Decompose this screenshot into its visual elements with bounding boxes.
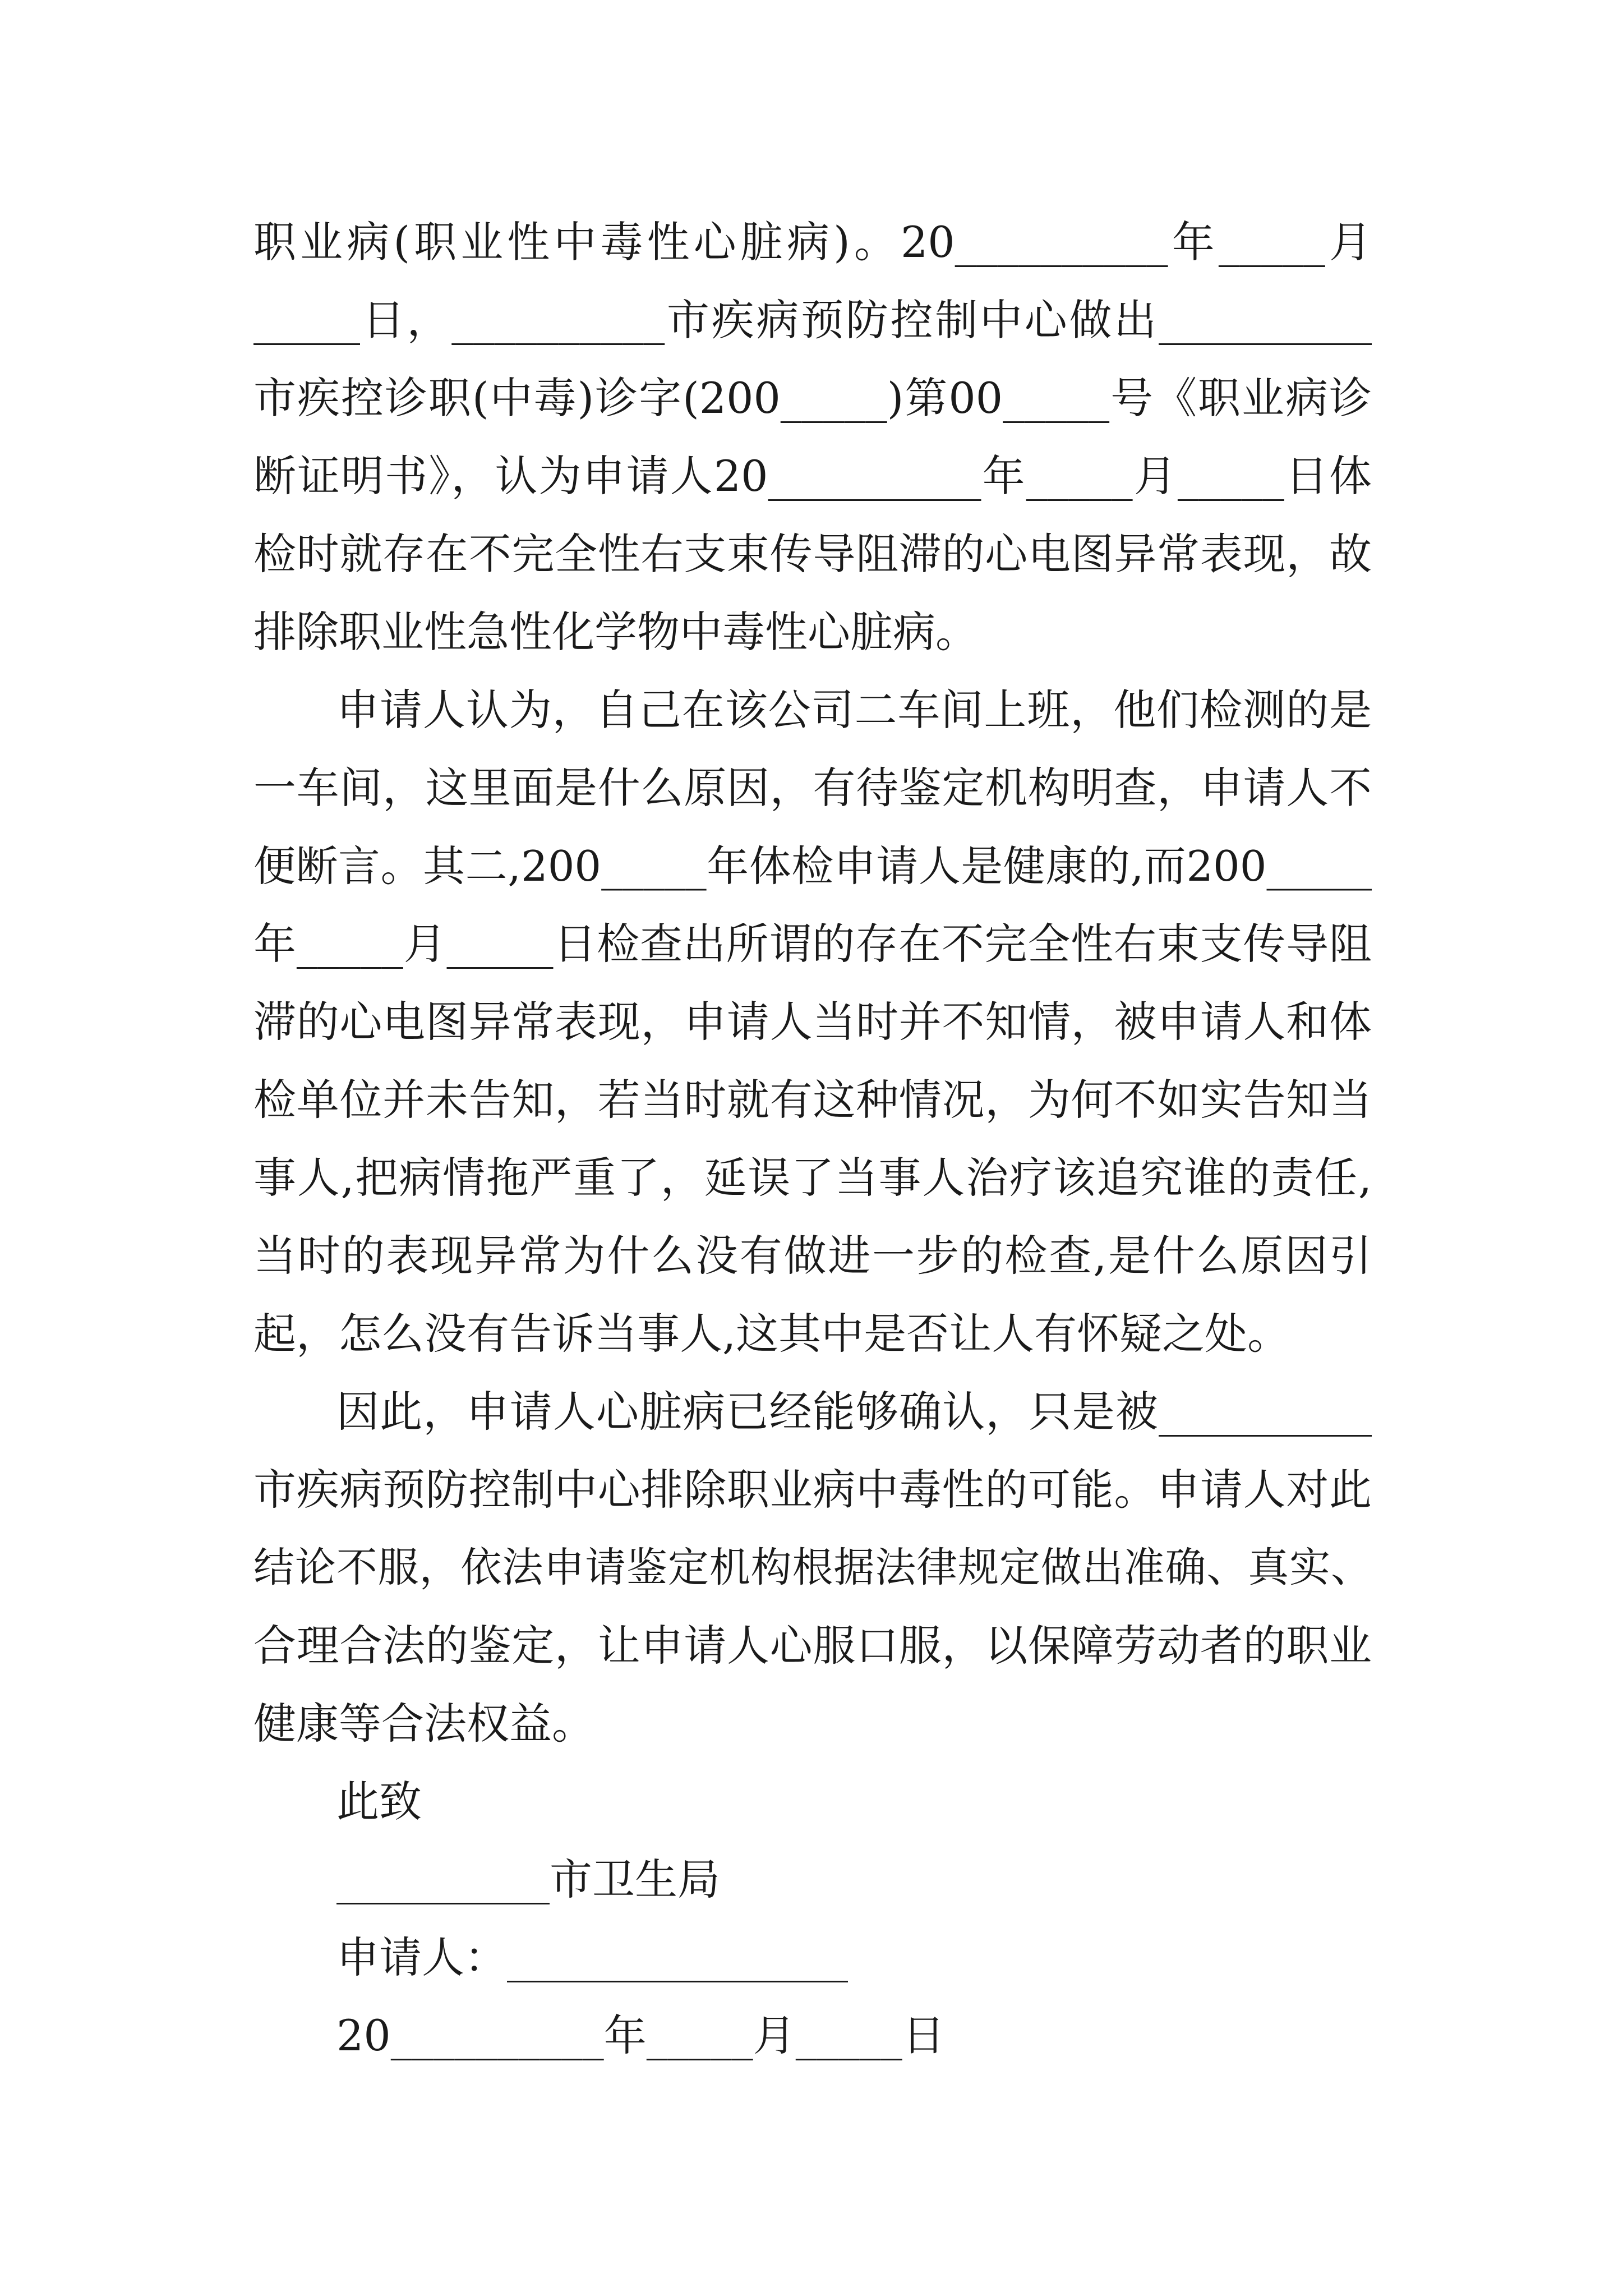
body-text-line: 职业病(职业性中毒性心脏病)。20__________年_____月 [253, 217, 1372, 267]
body-text-line: 检单位并未告知，若当时就有这种情况，为何不如实告知当 [253, 1075, 1372, 1125]
body-text-line: 便断言。其二,200_____年体检申请人是健康的,而200_____ [253, 841, 1372, 891]
body-text-line: 因此，申请人心脏病已经能够确认，只是被__________ [336, 1387, 1372, 1437]
body-text-line: 检时就存在不完全性右支束传导阻滞的心电图异常表现，故 [253, 529, 1372, 579]
closing-salutation: 此致 [336, 1777, 422, 1826]
recipient-line: __________市卫生局 [336, 1855, 720, 1904]
body-text-line: 市疾控诊职(中毒)诊字(200_____)第00_____号《职业病诊 [253, 373, 1372, 423]
body-text-line: 断证明书》，认为申请人20__________年_____月_____日体 [253, 451, 1372, 501]
body-text-line: 合理合法的鉴定，让申请人心服口服，以保障劳动者的职业 [253, 1621, 1372, 1671]
body-text-line: 事人,把病情拖严重了，延误了当事人治疗该追究谁的责任, [253, 1153, 1372, 1203]
body-text-line: _____日，__________市疾病预防控制中心做出__________ [253, 295, 1372, 345]
body-text-line: 一车间，这里面是什么原因，有待鉴定机构明查，申请人不 [253, 763, 1372, 813]
body-text-line: 结论不服，依法申请鉴定机构根据法律规定做出准确、真实、 [253, 1544, 1372, 1591]
body-text-line: 排除职业性急性化学物中毒性心脏病。 [253, 607, 978, 657]
date-line: 20__________年_____月_____日 [336, 2010, 945, 2060]
body-text-line: 滞的心电图异常表现，申请人当时并不知情，被申请人和体 [253, 997, 1372, 1047]
body-text-line: 健康等合法权益。 [253, 1699, 594, 1749]
body-text-line: 起，怎么没有告诉当事人,这其中是否让人有怀疑之处。 [253, 1309, 1290, 1359]
applicant-signature-line: 申请人：________________ [336, 1932, 848, 1982]
body-text-line: 当时的表现异常为什么没有做进一步的检查,是什么原因引 [253, 1231, 1372, 1281]
body-text-line: 申请人认为，自己在该公司二车间上班，他们检测的是 [336, 685, 1372, 735]
body-text-line: 市疾病预防控制中心排除职业病中毒性的可能。申请人对此 [253, 1465, 1372, 1515]
body-text-line: 年_____月_____日检查出所谓的存在不完全性右束支传导阻 [253, 919, 1372, 969]
